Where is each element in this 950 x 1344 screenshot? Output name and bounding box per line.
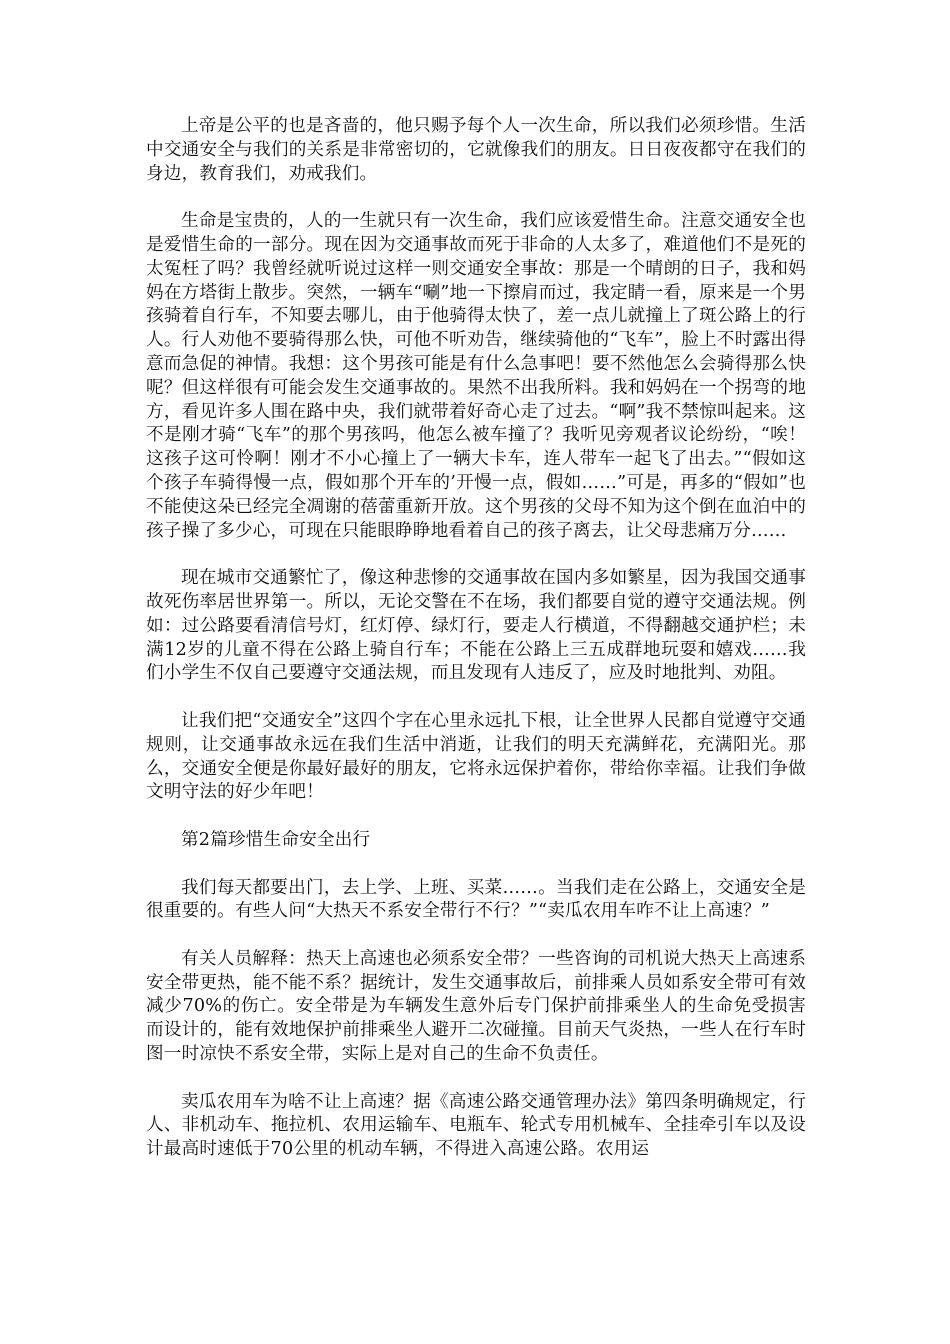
- document-body: [146, 115, 806, 1186]
- paragraph: 有关人员解释：热天上高速也必须系安全带？一些咨询的司机说大热天上高速系安全带更热，能不能不系？据统计，发生交通事故后，前排乘人员如系安全带可有效减少70%的伤亡。安全带是为车辆发生意外后专门保护前排乘坐人的生命免受损害而设计的，能有效地保护前排乘坐人避开二次碰撞。目前天气炎热，一些人在行车时图一时凉快不系安全带，实际上是对自己的生命不负责任。: [146, 948, 806, 1065]
- section-heading: 第2篇珍惜生命安全出行: [181, 829, 371, 850]
- paragraph: 卖瓜农用车为啥不让上高速？据《高速公路交通管理办法》第四条明确规定，行人、非机动车、拖拉机、农用运输车、电瓶车、轮式专用机械车、全挂牵引车以及设计最高时速低于70公里的机动车辆，不得进入高速公路。农用运: [146, 1091, 806, 1160]
- paragraph: 让我们把“交通安全”这四个字在心里永远扎下根，让全世界人民都自觉遵守交通规则，让交通事故永远在我们生活中消逝，让我们的明天充满鲜花，充满阳光。那么，交通安全便是你最好最好的朋友，它将永远保护着你，带给你幸福。让我们争做文明守法的好少年吧！: [146, 710, 806, 803]
- paragraph: 我们每天都要出门，去上学、上班、买菜……。当我们走在公路上，交通安全是很重要的。有些人问“大热天不系安全带行不行？”“卖瓜农用车咋不让上高速？”: [146, 877, 806, 922]
- paragraph: 上帝是公平的也是吝啬的，他只赐予每个人一次生命，所以我们必须珍惜。生活中交通安全与我们的关系是非常密切的，它就像我们的朋友。日日夜夜都守在我们的身边，教育我们，劝戒我们。: [146, 116, 806, 184]
- paragraph: 生命是宝贵的，人的一生就只有一次生命，我们应该爱惜生命。注意交通安全也是爱惜生命的一部分。现在因为交通事故而死于非命的人太多了，难道他们不是死的太冤枉了吗？我曾经就听说过这样一则交通安全事故：那是一个晴朗的日子，我和妈妈在方塔街上散步。突然，一辆车“唰”地一下擦肩而过，我定睛一看，原来是一个男孩骑着自行车，不知要去哪儿，由于他骑得太快了，差一点儿就撞上了斑公路上的行人。行人劝他不要骑得那么快，可他不听劝告，继续骑他的“飞车”，脸上不时露出得意而急促的神情。我想：这个男孩可能是有什么急事吧！要不然他怎么会骑得那么快呢？但这样很有可能会发生交通事故的。果然不出我所料。我和妈妈在一个拐弯的地方，看见许多人围在路中央，我们就带着好奇心走了过去。“啊”我不禁惊叫起来。这不是刚才骑“飞车”的那个男孩吗，他怎么被车撞了？我听见旁观者议论纷纷，“唉！这孩子这可怜啊！刚才不小心撞上了一辆大卡车，连人带车一起飞了出去。”“假如这个孩子车骑得慢一点，假如那个开车的’开慢一点，假如……”可是，再多的“假如”也不能使这朵已经完全凋谢的蓓蕾重新开放。这个男孩的父母不知为这个倒在血泊中的孩子操了多少心，可现在只能眼睁睁地看着自己的孩子离去，让父母悲痛万分……: [146, 211, 806, 541]
- paragraph: 现在城市交通繁忙了，像这种悲惨的交通事故在国内多如繁星，因为我国交通事故死伤率居世界第一。所以，无论交警在不在场，我们都要自觉的遵守交通法规。例如：过公路要看清信号灯，红灯停、绿灯行，要走人行横道，不得翻越交通护栏；未满12岁的儿童不得在公路上骑自行车；不能在公路上三五成群地玩耍和嬉戏……我们小学生不仅自己要遵守交通法规，而且发现有人违反了，应及时地批判、劝阻。: [146, 568, 806, 684]
